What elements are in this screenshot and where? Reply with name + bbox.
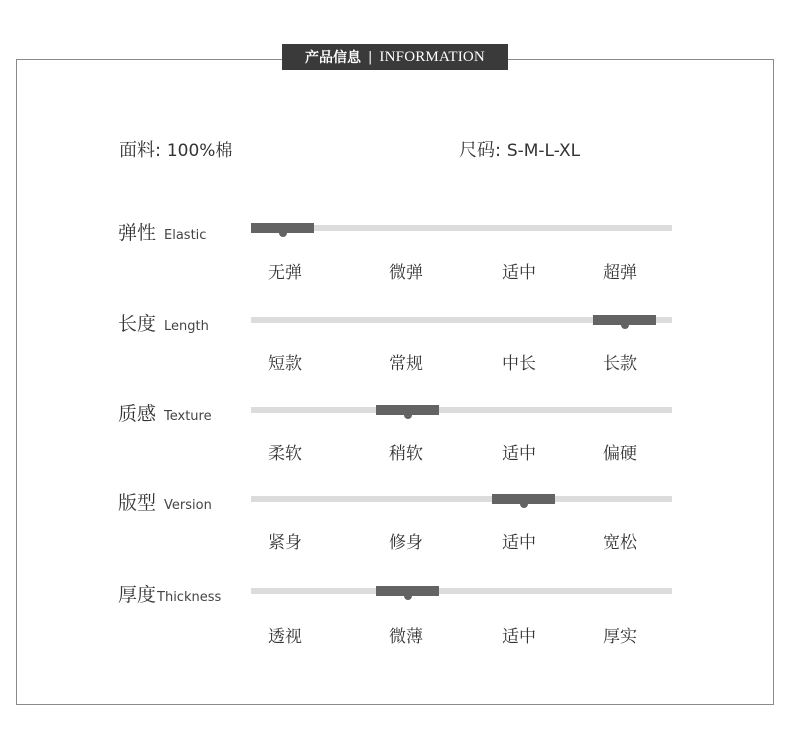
fabric-value: 100%棉 xyxy=(166,141,233,161)
size-value: S-M-L-XL xyxy=(506,141,581,161)
version-option-4: 宽松 xyxy=(603,533,637,553)
elastic-option-3: 适中 xyxy=(502,263,536,283)
version-option-2: 修身 xyxy=(389,533,423,553)
length-scale-track xyxy=(251,317,672,323)
elastic-option-1: 无弹 xyxy=(268,263,302,283)
thickness-option-2: 微薄 xyxy=(389,627,423,647)
header-separator: | xyxy=(368,49,373,65)
length-option-1: 短款 xyxy=(268,354,302,374)
row-title-cn: 长度 xyxy=(118,313,157,335)
texture-option-4: 偏硬 xyxy=(603,444,637,464)
header-title-en: INFORMATION xyxy=(379,48,485,65)
row-title-en: Elastic xyxy=(164,228,207,243)
version-scale-marker xyxy=(492,494,555,504)
thickness-scale-marker xyxy=(376,586,439,596)
row-title-thickness xyxy=(118,580,221,607)
fabric-info xyxy=(119,136,232,162)
row-title-length xyxy=(118,309,209,336)
fabric-label: 面料: xyxy=(119,140,162,161)
elastic-scale-marker xyxy=(251,223,314,233)
length-scale-marker xyxy=(593,315,656,325)
row-title-cn: 版型 xyxy=(118,492,157,514)
row-title-en: Version xyxy=(164,498,212,513)
thickness-option-4: 厚实 xyxy=(603,627,637,647)
length-option-3: 中长 xyxy=(502,354,536,374)
row-title-en: Length xyxy=(164,319,209,334)
texture-option-1: 柔软 xyxy=(268,444,302,464)
elastic-option-4: 超弹 xyxy=(603,263,637,283)
texture-option-2: 稍软 xyxy=(389,444,423,464)
header-title-cn: 产品信息 xyxy=(305,50,362,66)
row-title-version xyxy=(118,488,212,515)
version-scale-track xyxy=(251,496,672,502)
length-option-2: 常规 xyxy=(389,354,423,374)
length-option-4: 长款 xyxy=(603,354,637,374)
texture-scale-marker xyxy=(376,405,439,415)
version-option-1: 紧身 xyxy=(268,533,302,553)
size-info xyxy=(459,136,580,162)
row-title-cn: 弹性 xyxy=(118,222,157,244)
row-title-cn: 厚度 xyxy=(118,584,157,606)
thickness-scale-track xyxy=(251,588,672,594)
row-title-en: Texture xyxy=(164,409,212,424)
row-title-elastic xyxy=(118,218,206,245)
texture-option-3: 适中 xyxy=(502,444,536,464)
elastic-scale-track xyxy=(251,225,672,231)
texture-scale-track xyxy=(251,407,672,413)
row-title-cn: 质感 xyxy=(118,403,157,425)
thickness-option-3: 适中 xyxy=(502,627,536,647)
size-label: 尺码: xyxy=(459,140,502,161)
thickness-option-1: 透视 xyxy=(268,627,302,647)
row-title-en: Thickness xyxy=(157,590,222,605)
elastic-option-2: 微弹 xyxy=(389,263,423,283)
version-option-3: 适中 xyxy=(502,533,536,553)
row-title-texture xyxy=(118,399,212,426)
section-header xyxy=(282,44,508,70)
